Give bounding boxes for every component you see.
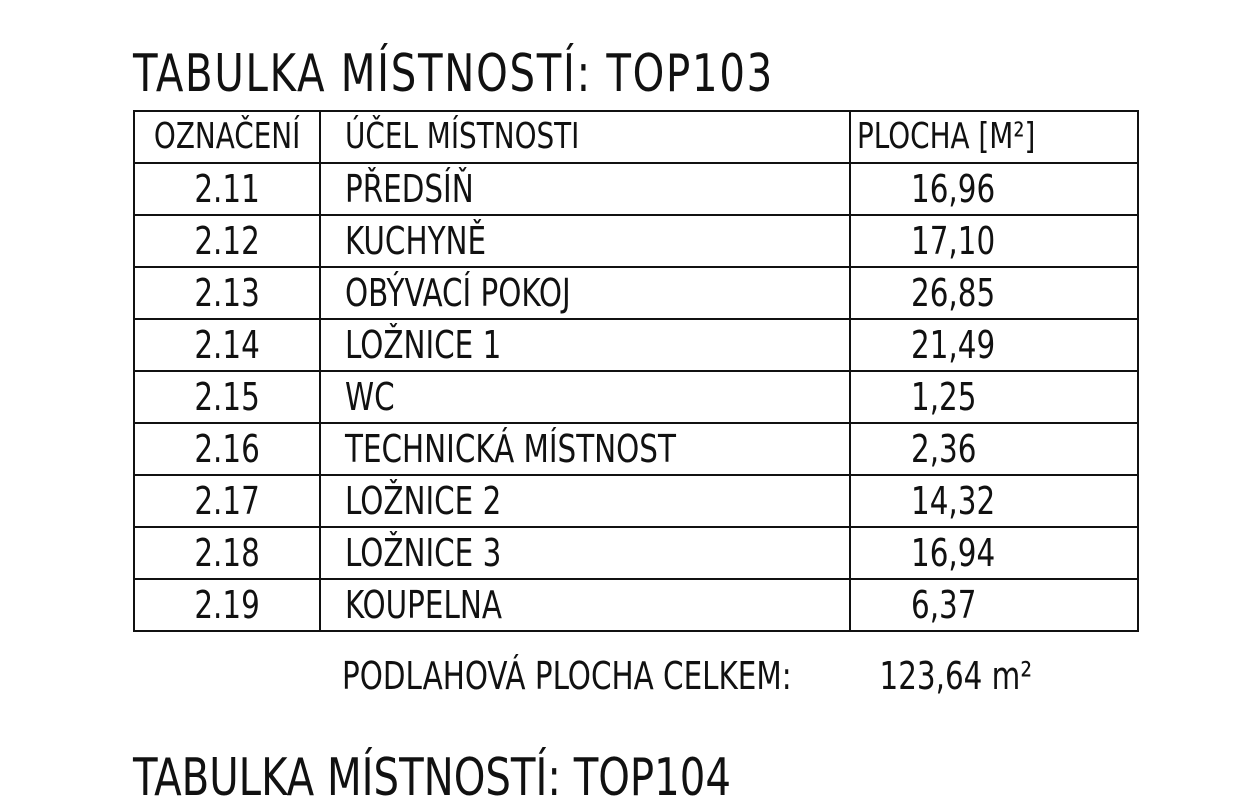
row-area: 17,10	[911, 219, 996, 263]
row-area: 16,96	[911, 167, 996, 211]
row-code: 2.12	[194, 219, 260, 263]
table-row	[134, 423, 1138, 475]
row-area-cell	[850, 319, 1138, 371]
table-row	[134, 163, 1138, 215]
row-code-cell	[134, 527, 320, 579]
row-purpose: OBÝVACÍ POKOJ	[345, 271, 571, 315]
row-area-cell	[850, 423, 1138, 475]
row-purpose-cell	[320, 267, 850, 319]
row-purpose-cell	[320, 423, 850, 475]
row-area-cell	[850, 527, 1138, 579]
row-purpose: TECHNICKÁ MÍSTNOST	[345, 427, 676, 471]
row-code-cell	[134, 215, 320, 267]
total-floor-area	[342, 650, 1033, 702]
row-area-cell	[850, 267, 1138, 319]
rooms-table	[133, 110, 1139, 632]
row-code: 2.18	[194, 531, 260, 575]
header-purpose-cell	[320, 111, 850, 163]
total-label: PODLAHOVÁ PLOCHA CELKEM:	[342, 654, 792, 698]
row-code-cell	[134, 475, 320, 527]
total-value: 123,64 m²	[879, 654, 1033, 698]
row-area: 16,94	[911, 531, 996, 575]
table-row	[134, 527, 1138, 579]
row-code: 2.17	[194, 479, 260, 523]
row-purpose-cell	[320, 319, 850, 371]
row-area: 1,25	[911, 375, 977, 419]
header-area-cell	[850, 111, 1138, 163]
header-area: PLOCHA [M²]	[857, 116, 1036, 157]
row-code: 2.11	[194, 167, 260, 211]
row-area-cell	[850, 215, 1138, 267]
row-purpose: LOŽNICE 3	[345, 531, 502, 575]
row-code-cell	[134, 163, 320, 215]
row-code-cell	[134, 319, 320, 371]
table-header-row	[134, 111, 1138, 163]
row-code: 2.16	[194, 427, 260, 471]
page-title: TABULKA MÍSTNOSTÍ: TOP103	[133, 44, 774, 104]
header-code-cell	[134, 111, 320, 163]
next-table-title: TABULKA MÍSTNOSTÍ: TOP104	[133, 748, 731, 808]
row-code: 2.14	[194, 323, 260, 367]
table-row	[134, 475, 1138, 527]
row-purpose-cell	[320, 579, 850, 631]
row-purpose: WC	[345, 375, 395, 419]
row-purpose-cell	[320, 475, 850, 527]
row-code: 2.19	[194, 583, 260, 627]
table-row	[134, 215, 1138, 267]
row-code-cell	[134, 267, 320, 319]
row-purpose-cell	[320, 163, 850, 215]
row-area: 14,32	[911, 479, 996, 523]
row-code-cell	[134, 579, 320, 631]
table-row	[134, 371, 1138, 423]
row-area: 6,37	[911, 583, 977, 627]
table-row	[134, 579, 1138, 631]
header-purpose: ÚČEL MÍSTNOSTI	[345, 116, 580, 157]
row-area-cell	[850, 371, 1138, 423]
row-code-cell	[134, 371, 320, 423]
row-purpose: PŘEDSÍŇ	[345, 167, 474, 211]
row-area-cell	[850, 163, 1138, 215]
row-purpose-cell	[320, 371, 850, 423]
row-area: 26,85	[911, 271, 996, 315]
row-code: 2.15	[194, 375, 260, 419]
row-area-cell	[850, 475, 1138, 527]
table-row	[134, 319, 1138, 371]
row-area: 21,49	[911, 323, 996, 367]
row-code-cell	[134, 423, 320, 475]
row-area-cell	[850, 579, 1138, 631]
row-purpose-cell	[320, 215, 850, 267]
row-code: 2.13	[194, 271, 260, 315]
row-purpose: KOUPELNA	[345, 583, 502, 627]
row-purpose: LOŽNICE 2	[345, 479, 502, 523]
table-row	[134, 267, 1138, 319]
row-purpose: KUCHYNĚ	[345, 219, 487, 263]
row-area: 2,36	[911, 427, 977, 471]
row-purpose: LOŽNICE 1	[345, 323, 502, 367]
header-code: OZNAČENÍ	[153, 116, 301, 157]
row-purpose-cell	[320, 527, 850, 579]
